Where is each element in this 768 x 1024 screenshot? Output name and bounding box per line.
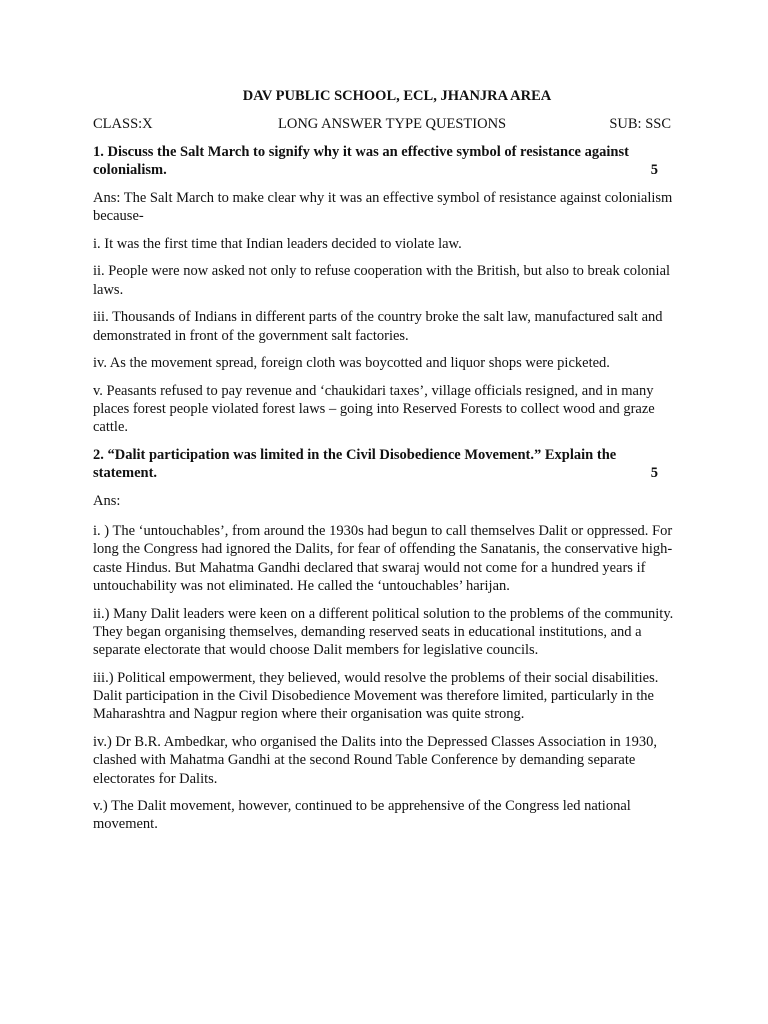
answer-1-point: iii. Thousands of Indians in different parts of the country broke the salt law, manufactured salt and demonstrated in front of the government salt factories. xyxy=(93,309,663,344)
question-2 xyxy=(93,446,679,483)
document-body xyxy=(93,143,679,843)
answer-2-point: i. ) The ‘untouchables’, from around the 1930s had begun to call themselves Dalit or oppressed. For long the Congress had ignored the Dalits, for fear of offending the Sanatanis, the conservative high-caste Hindus. But Mahatma Gandhi declared that swaraj would not come for a hundred years if untouchability was not eliminated. He called the ‘untouchables’ harijan. xyxy=(93,523,673,595)
answer-1-point: v. Peasants refused to pay revenue and ‘chaukidari taxes’, village officials resigned, and in many places forest people violated forest laws – going into Reserved Forests to collect wood and graze cattle. xyxy=(93,382,655,436)
header-row xyxy=(93,116,671,134)
answer-1-point: iv. As the movement spread, foreign cloth was boycotted and liquor shops were picketed. xyxy=(93,355,610,372)
answer-2-point: iii.) Political empowerment, they believed, would resolve the problems of their social disabilities. Dalit participation in the Civil Disobedience Movement was therefore limited, particularly in the Maharashtra and Nagpur region where their organisation was quite strong. xyxy=(93,669,659,723)
answer-2-intro: Ans: xyxy=(93,492,121,509)
answer-1-point: i. It was the first time that Indian leaders decided to violate law. xyxy=(93,235,462,252)
answer-1-point: ii. People were now asked not only to refuse cooperation with the British, but also to break colonial laws. xyxy=(93,263,671,298)
question-2-text: 2. “Dalit participation was limited in the Civil Disobedience Movement.” Explain the statement. xyxy=(93,446,617,482)
question-2-marks: 5 xyxy=(650,465,658,482)
answer-2-point: iv.) Dr B.R. Ambedkar, who organised the Dalits into the Depressed Classes Association in 1930, clashed with Mahatma Gandhi at the second Round Table Conference by demanding separate electorates for Dalits. xyxy=(93,733,658,787)
answer-2-point: v.) The Dalit movement, however, continued to be apprehensive of the Congress led national movement. xyxy=(93,798,631,833)
answer-1-intro: Ans: The Salt March to make clear why it was an effective symbol of resistance against colonialism because- xyxy=(93,189,673,225)
question-1-marks: 5 xyxy=(650,162,658,179)
school-title: DAV PUBLIC SCHOOL, ECL, JHANJRA AREA xyxy=(242,88,552,104)
class-label: CLASS:X xyxy=(93,116,153,132)
subject-label: SUB: SSC xyxy=(609,116,671,132)
question-1 xyxy=(93,143,679,180)
question-type-label: LONG ANSWER TYPE QUESTIONS xyxy=(278,116,507,132)
answer-2-point: ii.) Many Dalit leaders were keen on a different political solution to the problems of the community. They began organising themselves, demanding reserved seats in educational institutions, and a separate electorate that would choose Dalit members for legislative councils. xyxy=(93,605,674,659)
question-1-text: 1. Discuss the Salt March to signify why it was an effective symbol of resistance against colonialism. xyxy=(93,144,629,179)
